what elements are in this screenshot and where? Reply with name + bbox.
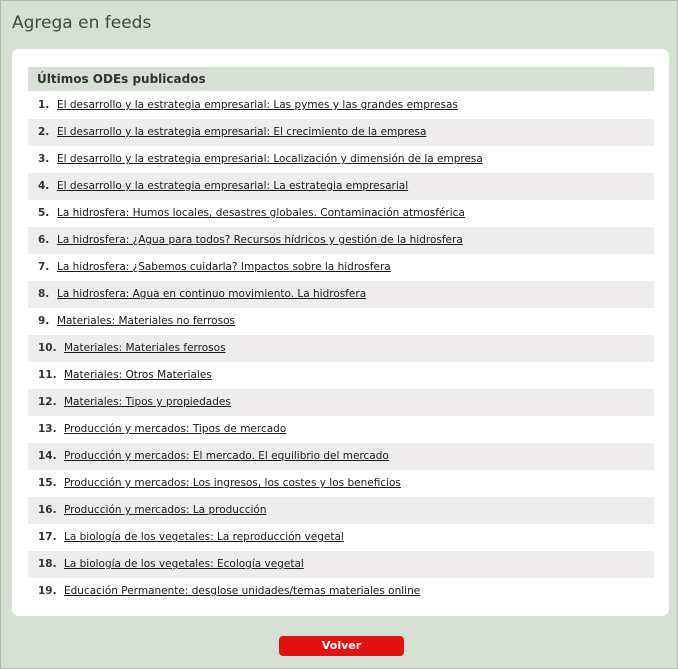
ode-link[interactable]: Educación Permanente: desglose unidades/temas materiales online: [64, 585, 421, 597]
list-item: [28, 335, 654, 362]
list-item: [28, 227, 654, 254]
page-title: Agrega en feeds: [12, 13, 152, 33]
list-item: [28, 92, 654, 119]
back-button[interactable]: Volver: [279, 636, 404, 656]
list-item-number: 13.: [38, 423, 57, 435]
ode-link[interactable]: La biología de los vegetales: Ecología vegetal: [64, 558, 304, 570]
list-item-number: 2.: [38, 126, 50, 138]
list-item: [28, 416, 654, 443]
list-item-number: 14.: [38, 450, 57, 462]
list-item: [28, 443, 654, 470]
list-item: [28, 470, 654, 497]
list-item-number: 18.: [38, 558, 57, 570]
list-item-number: 1.: [38, 99, 50, 111]
list-item-number: 12.: [38, 396, 57, 408]
list-item: [28, 578, 654, 605]
ode-link[interactable]: Materiales: Otros Materiales: [64, 369, 212, 381]
ode-link[interactable]: La hidrosfera: ¿Sabemos cuidarla? Impactos sobre la hidrosfera: [57, 261, 391, 273]
list-item: [28, 254, 654, 281]
list-heading: Últimos ODEs publicados: [28, 67, 654, 91]
list-item: [28, 119, 654, 146]
list-item-number: 10.: [38, 342, 57, 354]
ode-link[interactable]: La biología de los vegetales: La reproducción vegetal: [64, 531, 344, 543]
list-item: [28, 281, 654, 308]
list-item: [28, 200, 654, 227]
ode-link[interactable]: La hidrosfera: ¿Agua para todos? Recursos hídricos y gestión de la hidrosfera: [57, 234, 463, 246]
list-item: [28, 389, 654, 416]
list-item: [28, 497, 654, 524]
ode-link[interactable]: Materiales: Materiales ferrosos: [64, 342, 226, 354]
feed-card: [12, 49, 669, 616]
list-item-number: 6.: [38, 234, 50, 246]
ode-link[interactable]: Producción y mercados: El mercado. El equilibrio del mercado: [64, 450, 389, 462]
list-item-number: 5.: [38, 207, 50, 219]
ode-link[interactable]: Producción y mercados: Los ingresos, los costes y los beneficios: [64, 477, 401, 489]
ode-link[interactable]: Materiales: Tipos y propiedades: [64, 396, 231, 408]
list-item: [28, 308, 654, 335]
list-item-number: 7.: [38, 261, 50, 273]
ode-link[interactable]: Producción y mercados: Tipos de mercado: [64, 423, 287, 435]
list-item-number: 8.: [38, 288, 50, 300]
ode-link[interactable]: Producción y mercados: La producción: [64, 504, 267, 516]
ode-list: [28, 92, 654, 605]
ode-link[interactable]: Materiales: Materiales no ferrosos: [57, 315, 235, 327]
list-item: [28, 362, 654, 389]
ode-link[interactable]: La hidrosfera: Agua en continuo movimiento. La hidrosfera: [57, 288, 367, 300]
list-item: [28, 146, 654, 173]
ode-link[interactable]: El desarrollo y la estrategia empresarial: Localización y dimensión de la empresa: [57, 153, 483, 165]
list-item-number: 17.: [38, 531, 57, 543]
list-item-number: 11.: [38, 369, 57, 381]
list-item-number: 3.: [38, 153, 50, 165]
ode-link[interactable]: La hidrosfera: Humos locales, desastres globales. Contaminación atmosférica: [57, 207, 465, 219]
list-item: [28, 524, 654, 551]
ode-link[interactable]: El desarrollo y la estrategia empresarial: Las pymes y las grandes empresas: [57, 99, 458, 111]
list-item-number: 19.: [38, 585, 57, 597]
list-item-number: 16.: [38, 504, 57, 516]
list-item-number: 15.: [38, 477, 57, 489]
list-item: [28, 551, 654, 578]
ode-link[interactable]: El desarrollo y la estrategia empresarial: La estrategia empresarial: [57, 180, 409, 192]
list-item-number: 4.: [38, 180, 50, 192]
ode-link[interactable]: El desarrollo y la estrategia empresarial: El crecimiento de la empresa: [57, 126, 427, 138]
list-item-number: 9.: [38, 315, 50, 327]
list-item: [28, 173, 654, 200]
